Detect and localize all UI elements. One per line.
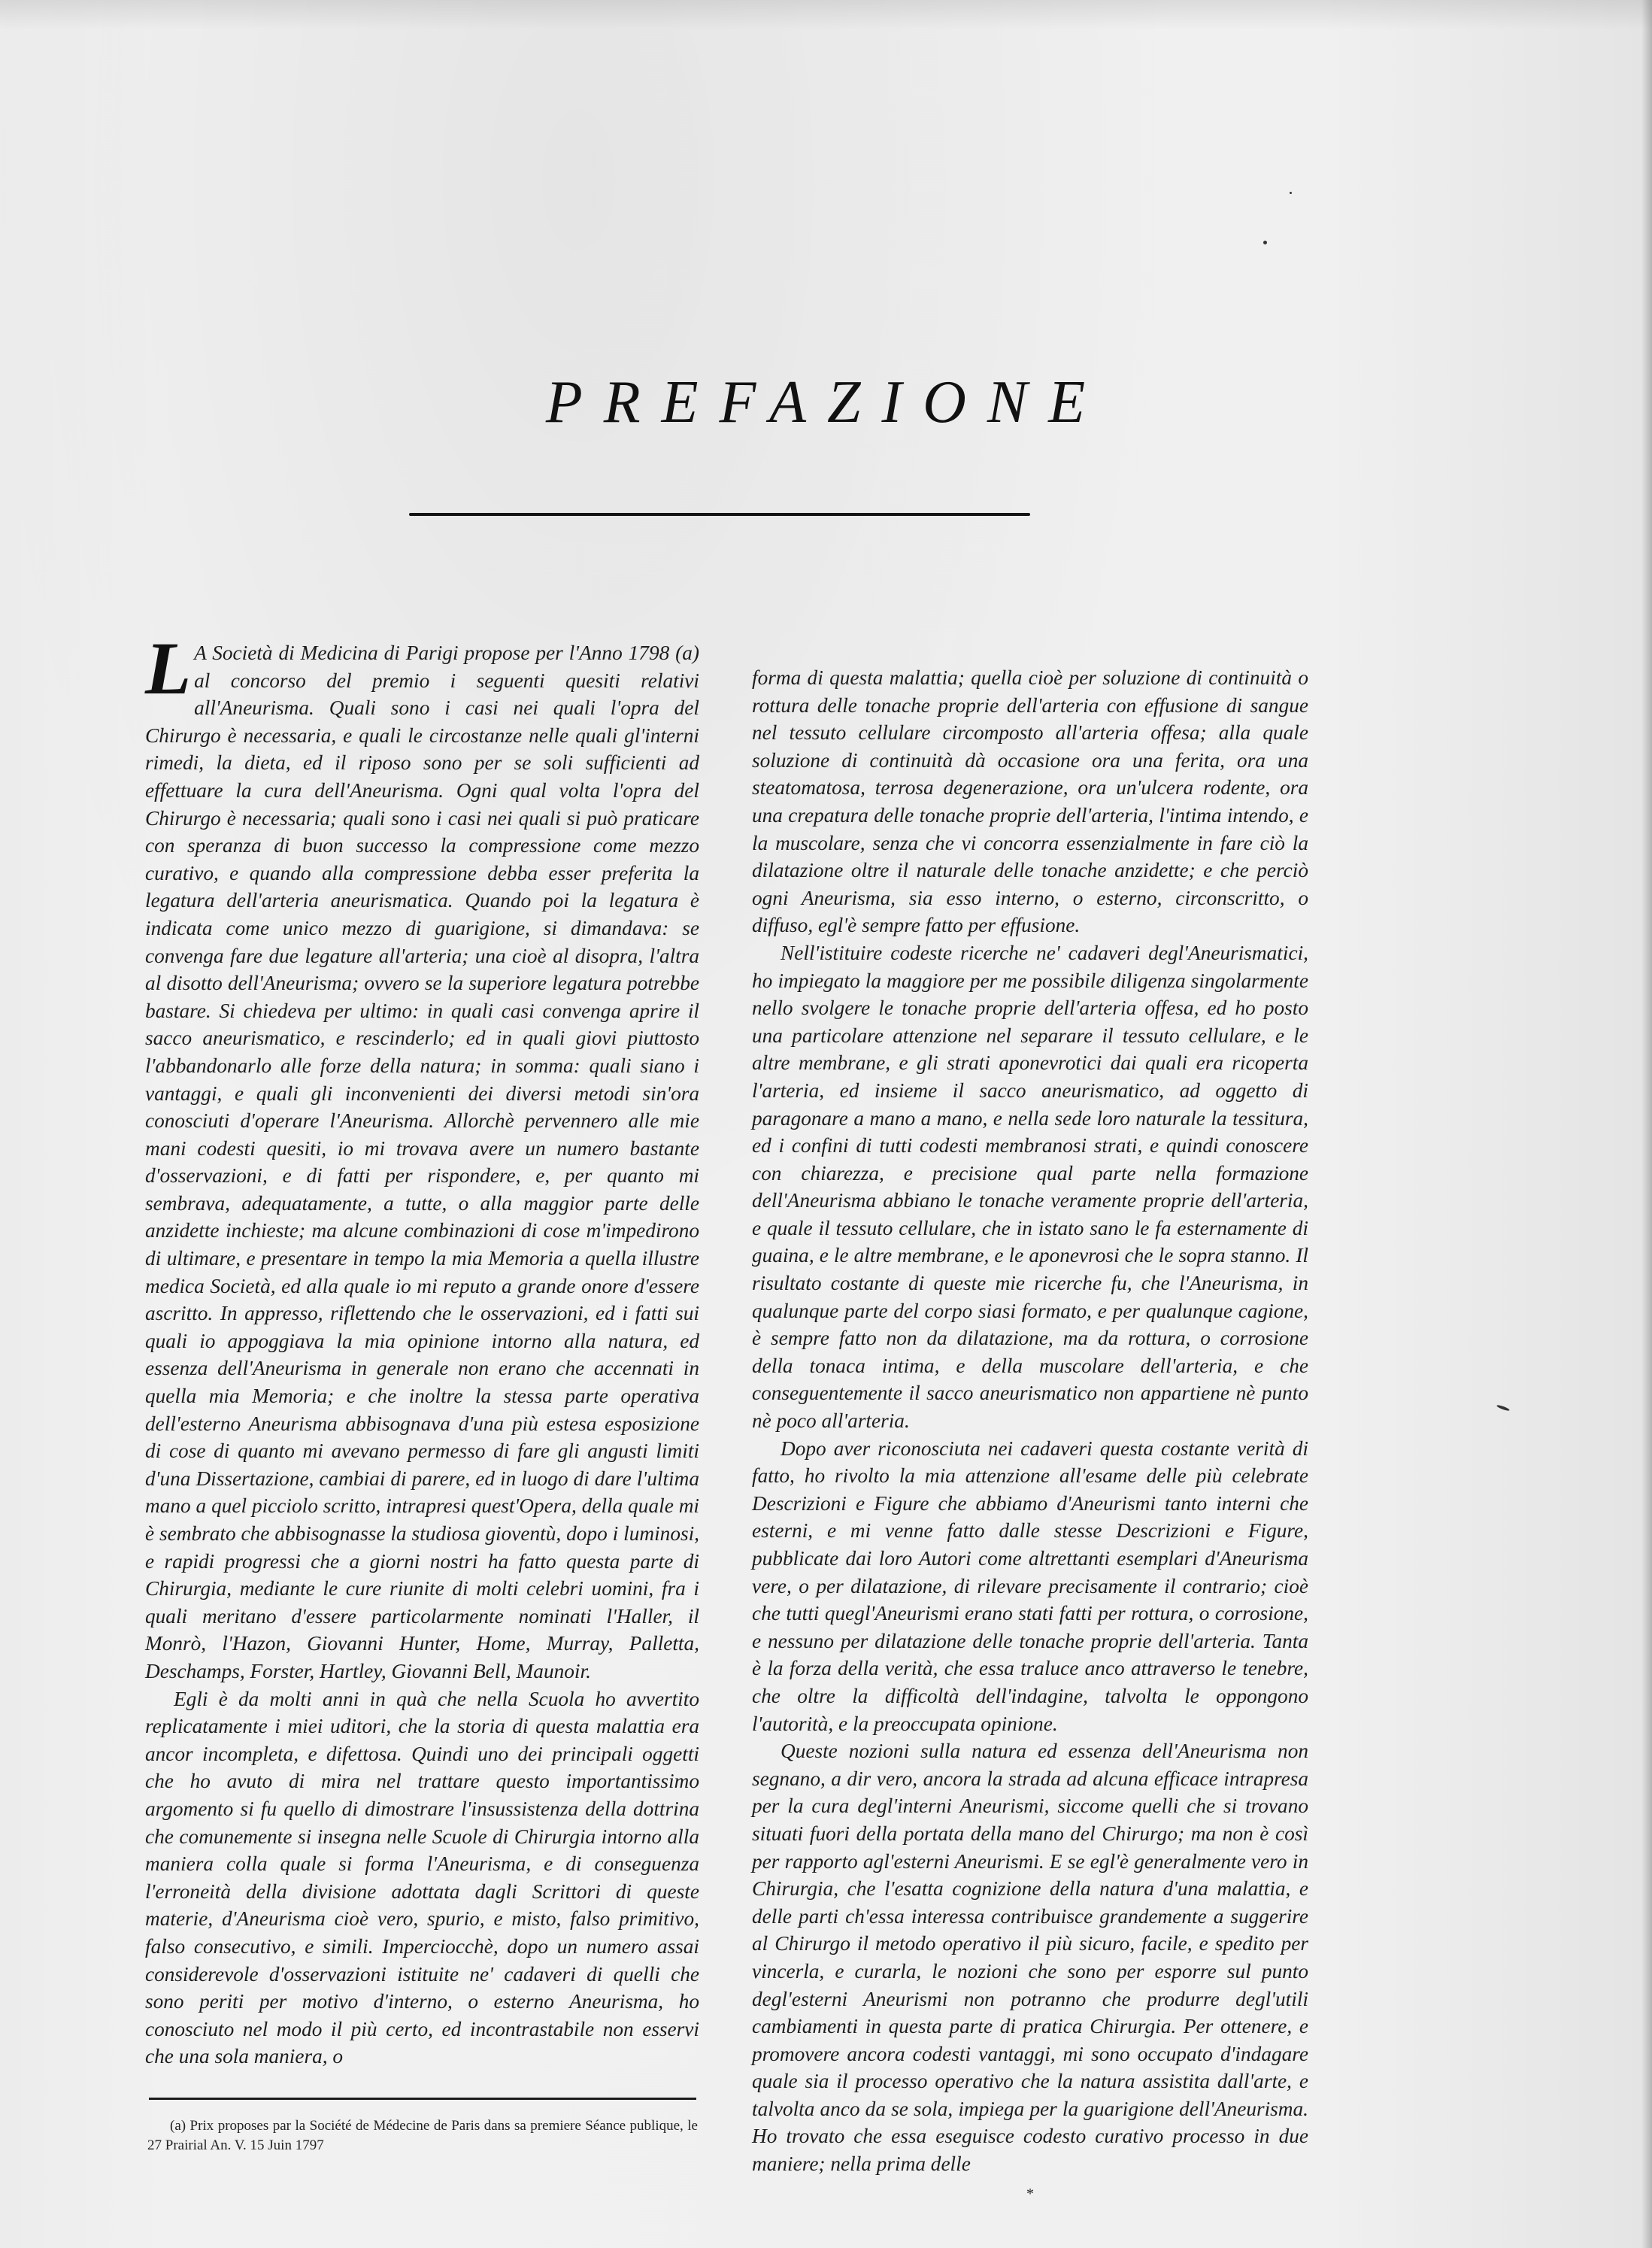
page-title: PREFAZIONE bbox=[545, 369, 1107, 435]
page-header bbox=[0, 365, 1652, 440]
paragraph: Nell'istituire codeste ricerche ne' cadaveri degl'Aneurismatici, ho impiegato la maggiore per me possibile diligenza singolarmente nello svolgere le tonache proprie dell'arteria offesa, ed ho posto una particolare attenzione nel separare il tessuto cellulare, e le altre membrane, e gli strati aponevrotici dai quali era ricoperta l'arteria, ed insieme il sacco aneurismatico, ad oggetto di paragonare a mano a mano, e nella sede loro naturale la tessitura, ed i confini di tutti codesti membranosi strati, e quindi conoscere con chiarezza, e precisione qual parte nella formazione dell'Aneurisma abbiano le tonache veramente proprie dell'arteria, e quale il tessuto cellulare, che in istato sano le fa esternamente di guaina, e le altre membrane, e le aponevrosi che le sopra stanno. Il risultato costante di queste mie ricerche fu, che l'Aneurisma, in qualunque parte del corpo siasi formato, e per qualunque cagione, è sempre fatto non da dilatazione, ma da rottura, o corrosione della tonaca intima, e della muscolare dell'arteria, e che conseguentemente il sacco aneurismatico non appartiene nè punto nè poco all'arteria. bbox=[752, 941, 1308, 1433]
footnote-divider bbox=[149, 2098, 696, 2100]
page-top-edge bbox=[0, 0, 1652, 30]
signature-mark: * bbox=[1026, 2185, 1034, 2202]
right-column-text bbox=[752, 664, 1308, 2178]
paragraph: Egli è da molti anni in quà che nella Scuola ho avvertito replicatamente i miei uditori, che la storia di questa malattia era ancor incompleta, e difettosa. Quindi uno dei principali oggetti che ho avuto di mira nel trattare questo importantissimo argomento si fu quello di dimostrare l'insussistenza della dottrina che comunemente si insegna nelle Scuole di Chirurgia intorno alla maniera colla quale si forma l'Aneurisma, e di conseguenza l'erroneità della divisione adottata dagli Scrittori di queste materie, d'Aneurisma cioè vero, spurio, e misto, falso primitivo, falso consecutivo, e simili. Imperciocchè, dopo un numero assai considerevole d'osservazioni istituite ne' cadaveri di quelli che sono periti per motivo d'interno, o esterno Aneurisma, ho conosciuto nel modo il più certo, ed incontrastabile non esservi che una sola maniera, o bbox=[145, 1687, 699, 2068]
paragraph: Dopo aver riconosciuta nei cadaveri questa costante verità di fatto, ho rivolto la mia attenzione all'esame delle più celebrate Descrizioni e Figure che abbiamo d'Aneurismi tanto interni che esterni, e mi venne fatto dalle stesse Descrizioni e Figure, pubblicate dai loro Autori come altrettanti esemplari d'Aneurisma vere, o per dilatazione, di rilevare precisamente il contrario; cioè che tutti quegl'Aneurismi erano stati fatti per rottura, o corrosione, e nessuno per dilatazione delle tonache proprie dell'arteria. Tanta è la forza della verità, che essa traluce anco attraverso le tenebre, che oltre la difficoltà dell'indagine, talvolta le oppongono l'autorità, e la preoccupata opinione. bbox=[752, 1436, 1308, 1735]
footnote-block bbox=[145, 2098, 699, 2155]
paragraph-text: A Società di Medicina di Parigi propose per l'Anno 1798 (a) al concorso del premio i seguenti quesiti relativi all'Aneurisma. Quali sono i casi nei quali l'opra del Chirurgo è necessaria, e quali le circostanze nelle quali gl'interni rimedi, la dieta, ed il riposo sono per se soli sufficienti ad effettuare la cura dell'Aneurisma. Ogni qual volta l'opra del Chirurgo è necessaria; quali sono i casi nei quali si può praticare con speranza di buon successo la compressione come mezzo curativo, e quando alla compressione debba esser preferita la legatura dell'arteria aneurismatica. Quando poi la legatura è indicata come unico mezzo di guarigione, si dimandava: se convenga fare due legature all'arteria; una cioè al disopra, l'altra al disotto dell'Aneurisma; ovvero se la superiore legatura potrebbe bastare. Si chiedeva per ultimo: in quali casi convenga aprire il sacco aneurismatico, e rescinderlo; ed in quali giovi piuttosto l'abbandonarlo alle forze della natura; in somma: quali siano i vantaggi, e quali gli inconvenienti dei diversi metodi sin'ora conosciuti d'operare l'Aneurisma. Allorchè pervennero alle mie mani codesti quesiti, io mi trovava avere un numero bastante d'osservazioni, e di fatti per rispondere, e, per quanto mi sembrava, adequatamente, a tutte, o alla maggior parte delle anzidette inchieste; ma alcune combinazioni di cose m'impedirono di ultimare, e presentare in tempo la mia Memoria a quella illustre medica Società, ed alla quale io mi reputo a grande onore d'essere ascritto. In appresso, riflettendo che le osservazioni, ed i fatti sui quali io appoggiava la mia opinione intorno alla natura, ed essenza dell'Aneurisma in generale non erano che accennati in quella mia Memoria; e che inoltre la stessa parte operativa dell'esterno Aneurisma abbisognava d'una più estesa esposizione di cose di quanto mi avevano permesso di fare gli angusti limiti d'una Dissertazione, cambiai di parere, ed in luogo di dare l'ultima mano a quel picciolo scritto, intrapresi quest'Opera, della quale mi è sembrato che abbisognasse la studiosa gioventù, dopo i luminosi, e rapidi progressi che a giorni nostri ha fatto questa parte di Chirurgia, mediante le cure riunite di molti celebri uomini, fra i quali meritano d'essere particolarmente nominati l'Haller, il Monrò, l'Hazon, Giovanni Hunter, Home, Murray, Palletta, Deschamps, Forster, Hartley, Giovanni Bell, Maunoir. bbox=[145, 642, 699, 1682]
left-column-text bbox=[145, 626, 699, 2071]
paper-speck bbox=[1263, 241, 1267, 244]
paper-speck bbox=[1496, 1404, 1510, 1412]
right-column bbox=[752, 639, 1308, 2203]
text-columns bbox=[145, 626, 1308, 2203]
paragraph bbox=[145, 626, 699, 1685]
page-right-edge bbox=[1641, 0, 1652, 2248]
paper-speck bbox=[1290, 192, 1292, 194]
footnote-text: (a) Prix proposes par la Société de Médecine de Paris dans sa premiere Séance publique, le 27 Prairial An. V. 15 Juin 1797 bbox=[147, 2117, 698, 2153]
title-divider bbox=[409, 513, 1030, 516]
footnote bbox=[147, 2116, 698, 2155]
paragraph: Queste nozioni sulla natura ed essenza dell'Aneurisma non segnano, a dir vero, ancora la strada ad alcuna efficace intrapresa per la cura degl'interni Aneurismi, siccome quelli che si trovano situati fuori della portata della mano del Chirurgo; ma non è così per rapporto agl'esterni Aneurismi. E se egl'è generalmente vero in Chirurgia, che l'esatta cognizione della natura d'una malattia, e delle parti ch'essa interessa contribuisce grandemente a suggerire al Chirurgo il metodo operativo il più sicuro, facile, e spedito per vincerla, e curarla, le nozioni che sono per esporre sul punto degl'esterni Aneurismi non potranno che produrre degl'utili cambiamenti in questa parte di pratica Chirurgia. Per ottenere, e promovere ancora codesti vantaggi, mi sono occupato d'indagare quale sia il processo operativo che la natura assistita dall'arte, e talvolta anco da se sola, impiega per la guarigione dell'Aneurisma. Ho trovato che essa eseguisce codesto curativo processo in due maniere; nella prima delle bbox=[752, 1740, 1308, 2176]
left-column bbox=[145, 626, 699, 2155]
drop-cap: L bbox=[145, 626, 192, 710]
paragraph: forma di questa malattia; quella cioè per soluzione di continuità o rottura delle tonache proprie dell'arteria con effusione di sangue nel tessuto cellulare circomposto all'arteria offesa; alla quale soluzione di continuità dà occasione ora una ferita, ora una steatomatosa, terrosa degenerazione, ora un'ulcera rodente, ora una crepatura delle tonache proprie dell'arteria, l'intima intendo, e la muscolare, senza che vi concorra essenzialmente in fare ciò la dilatazione oltre il naturale delle tonache anzidette; e che perciò ogni Aneurisma, sia esso interno, o esterno, circonscritto, o diffuso, egl'è sempre fatto per effusione. bbox=[752, 666, 1308, 937]
